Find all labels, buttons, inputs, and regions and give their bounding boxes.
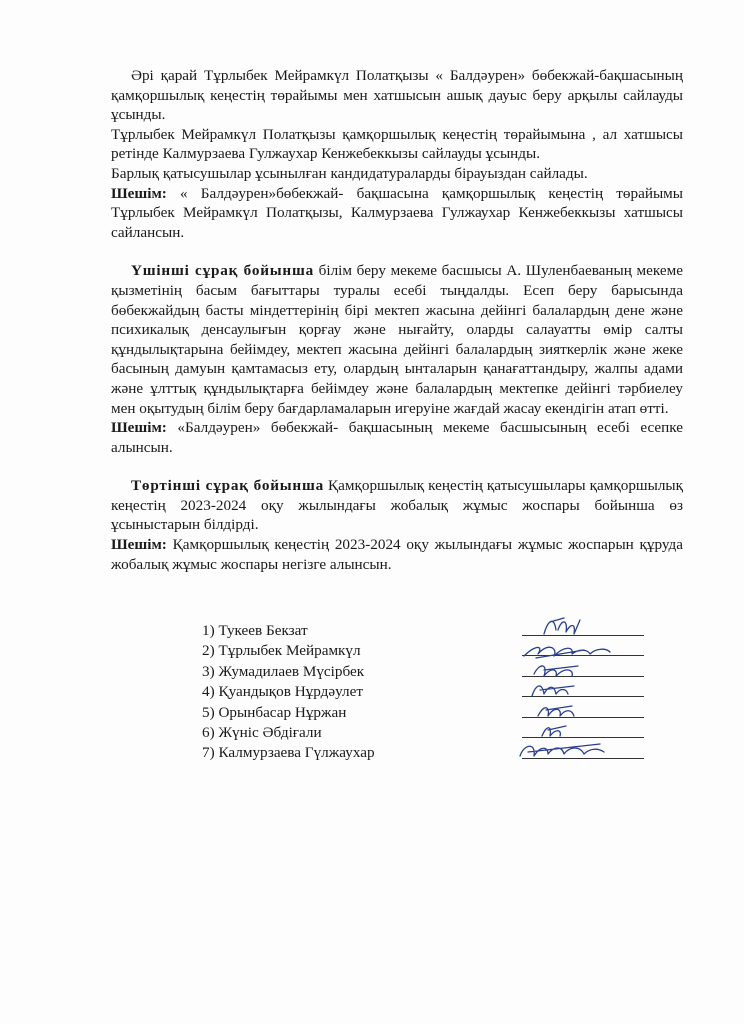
decision-3 [111,535,683,574]
handwritten-signatures [514,612,644,772]
decision-label: Шешім: [111,536,167,554]
decision-2 [111,418,683,457]
paragraph-unanimous [111,164,683,184]
election-candidates-text: Тұрлыбек Мейрамкүл Полатқызы қамқоршылық кеңестің төрайымына , ал хатшысы ретінде Калмурзаева Гулжаухар Кенжебеккызы сайлауды ұсынды. [111,125,683,163]
signature-4 [532,686,574,696]
signatory-name: 1) Тукеев Бекзат [202,622,308,639]
decision-label: Шешім: [111,419,167,437]
signatory-name: 2) Тұрлыбек Мейрамкүл [202,642,361,660]
paragraph-fourth-question [111,476,683,535]
signature-3 [534,666,578,676]
decision-1 [111,184,683,243]
signature-1 [544,618,580,634]
signatory-list [202,621,375,764]
unanimous-vote-text: Барлық қатысушылар ұсынылған кандидатураларды бірауыздан сайлады. [111,164,588,182]
paragraph-election [111,66,683,164]
paragraph-third-question [111,261,683,418]
signatory-name: 6) Жүніс Әбдіғали [202,724,322,742]
signature-2 [524,647,610,658]
signatory-name: 5) Орынбасар Нұржан [202,703,347,721]
signature-block [514,612,644,772]
signatory-name: 4) Қуандықов Нұрдәулет [202,683,364,701]
document-body [111,66,683,574]
signatory-name: 7) Калмурзаева Гүлжаухар [202,744,375,762]
fourth-question-heading: Төртінші сұрақ бойынша [131,477,324,495]
signature-7 [520,744,604,756]
signature-6 [542,726,566,736]
third-question-text: білім беру мекеме басшысы А. Шуленбаеваның мекеме қызметінің басым бағыттары туралы есебі тыңдалды. Есеп беру барысында бөбекжайдың басты міндеттерінің бірі мектеп жасына дейінгі балалардың дене және психикалық денсаулығын қорғау және нығайту, оларды салауатты өмір салты құндылықтарына бейімдеу, мектеп жасына дейінгі балалардың зияткерлік және жеке басының дамуын қамтамасыз ету, олардың ынталарын қанағаттандыру, жалпы адами және ұлттық құндылықтарға бейімдеу және балалардың мектепке дейінгі тәрбиелеу мен оқытудың білім беру бағдарламаларын игеруіне жағдай жасау екендігін атап өтті. [111,262,683,417]
decision-text: «Балдәурен» бөбекжай- бақшасының мекеме басшысының есебі есепке алынсын. [111,419,683,456]
decision-text: Қамқоршылық кеңестің 2023-2024 оқу жылындағы жұмыс жоспарын құруда жобалық жұмыс жоспары негізге алынсын. [111,536,683,573]
decision-label: Шешім: [111,184,167,202]
decision-text: « Балдәурен»бөбекжай- бақшасына қамқоршылық кеңестің төрайымы Тұрлыбек Мейрамкүл Полатқызы, Калмурзаева Гулжаухар Кенжебеккызы хатшысы сайлансын. [111,184,683,241]
signatory-name: 3) Жумадилаев Мүсірбек [202,662,365,680]
spacer [111,457,683,476]
signature-5 [538,706,574,716]
election-proposal-text: Әрі қарай Тұрлыбек Мейрамкүл Полатқызы « Балдәурен» бөбекжай-бақшасының қамқоршылық кеңестің төрайымы мен хатшысын ашық дауыс беру арқылы сайлауды ұсынды. [111,67,683,124]
spacer [111,242,683,261]
fourth-question-text: Қамқоршылық кеңестің қатысушылары қамқоршылық кеңестің 2023-2024 оқу жылындағы жобалық жұмыс жоспары бойынша өз ұсыныстарын білдірді. [111,477,683,534]
third-question-heading: Үшінші сұрақ бойынша [131,262,314,280]
